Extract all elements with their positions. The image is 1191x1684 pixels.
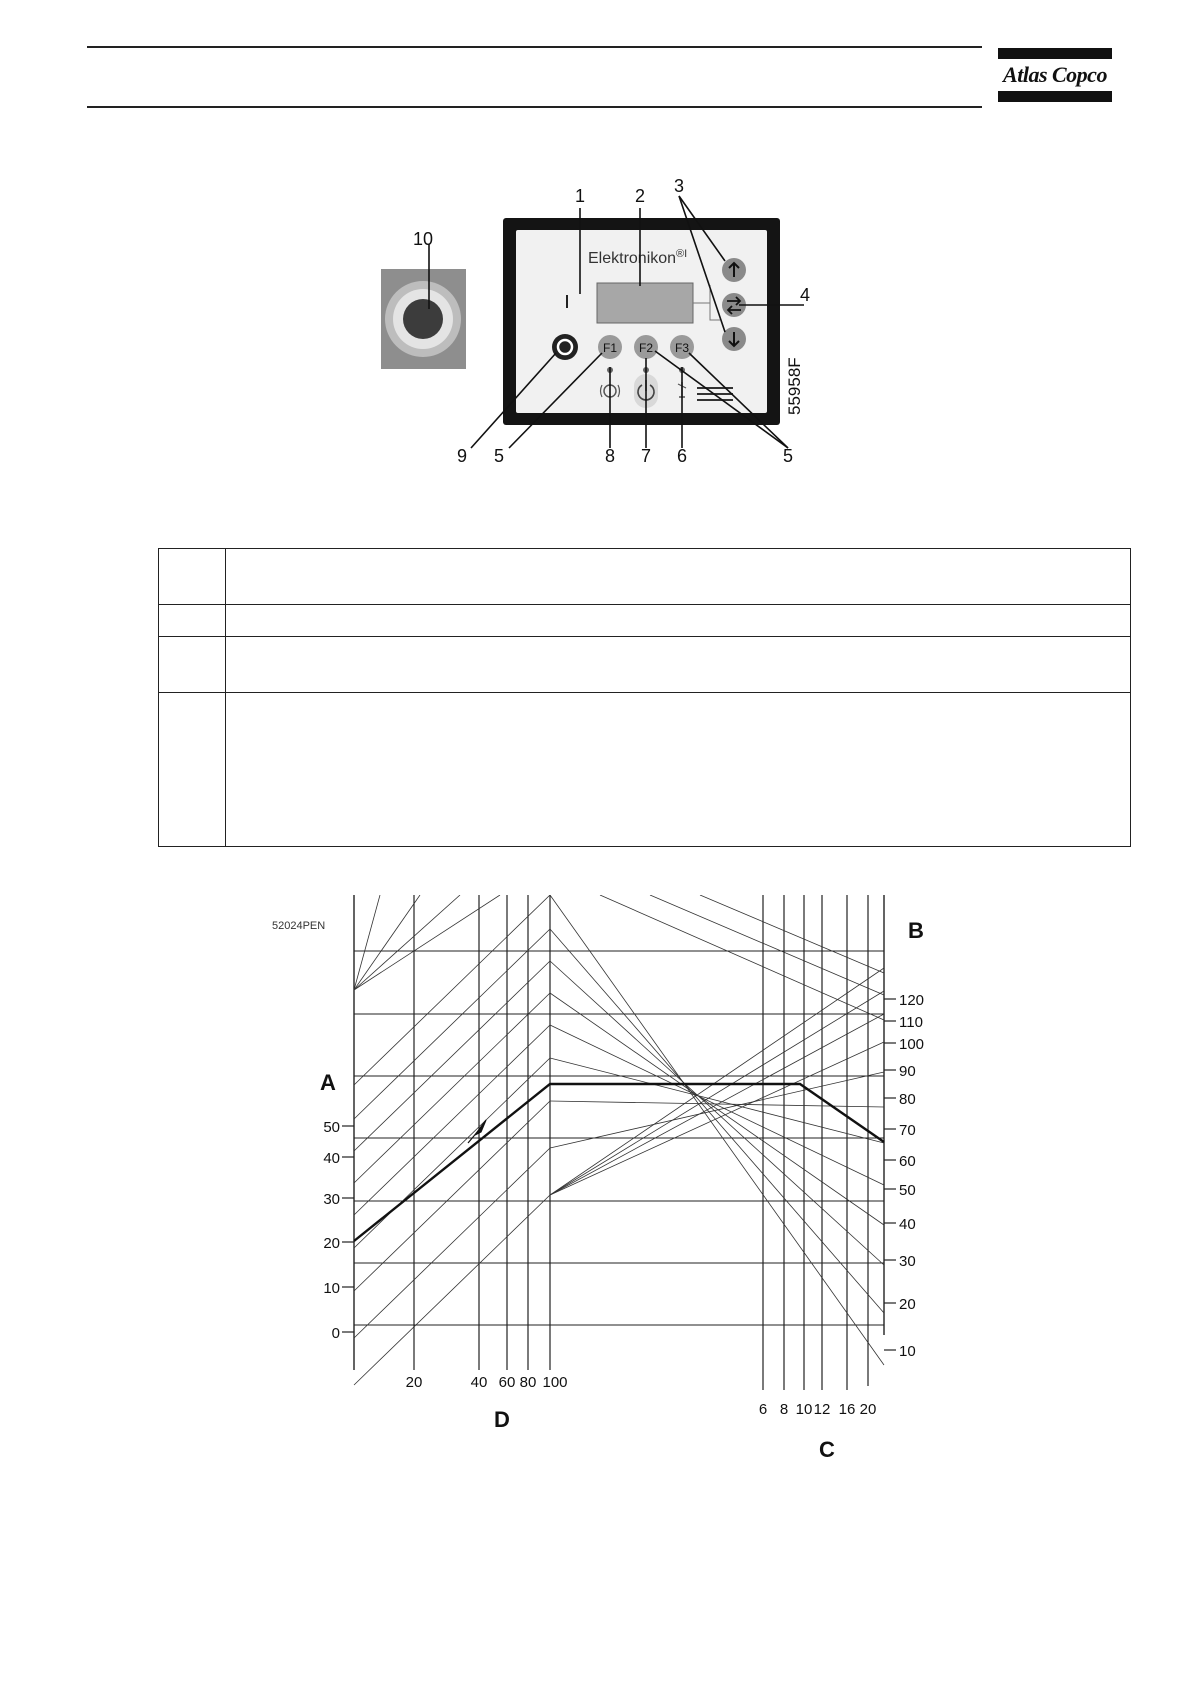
callout-5-right: 5 — [782, 446, 794, 466]
callout-8: 8 — [604, 446, 616, 466]
table-row — [159, 605, 1131, 637]
axis-b-tick-label: 10 — [899, 1343, 916, 1360]
axis-c-tick-label: 20 — [859, 1401, 877, 1418]
axis-b-tick-label: 40 — [899, 1216, 916, 1233]
axis-a-tick-label: 0 — [331, 1325, 340, 1342]
axis-letter-a: A — [320, 1070, 336, 1095]
auto-operation-led — [566, 295, 568, 308]
atlas-copco-logo: Atlas Copco — [998, 48, 1112, 102]
control-panel-figure — [370, 170, 810, 470]
figure-reference-code: 55958F — [785, 357, 804, 415]
axis-d-tick-label: 60 — [498, 1374, 516, 1391]
axis-letter-d: D — [494, 1407, 510, 1432]
nomogram-figure — [260, 895, 940, 1465]
emergency-stop-icon — [381, 269, 466, 369]
up-arrow-icon — [722, 258, 746, 282]
header-bottom-rule — [87, 106, 982, 108]
callout-10: 10 — [412, 229, 434, 249]
axis-c-tick-label: 16 — [838, 1401, 856, 1418]
table-row — [159, 637, 1131, 693]
table-cell-number — [159, 637, 226, 693]
axis-c-tick-label: 10 — [795, 1401, 813, 1418]
axis-d-tick-label: 100 — [542, 1374, 568, 1391]
table-cell-description — [226, 605, 1131, 637]
table-cell-number — [159, 605, 226, 637]
axis-b-tick-label: 100 — [899, 1036, 925, 1053]
axis-b-tick-label: 60 — [899, 1153, 916, 1170]
function-key-f2 — [634, 335, 658, 359]
table-cell-description — [226, 637, 1131, 693]
axis-b-tick-label: 110 — [899, 1014, 923, 1031]
callout-3: 3 — [673, 176, 685, 196]
callout-9: 9 — [456, 446, 468, 466]
axis-c-tick-label: 12 — [813, 1401, 831, 1418]
axis-a-tick-label: 30 — [323, 1191, 340, 1208]
axis-b-tick-label: 50 — [899, 1182, 916, 1199]
callout-6: 6 — [676, 446, 688, 466]
header-top-rule — [87, 46, 982, 48]
axis-a-tick-label: 20 — [323, 1235, 340, 1252]
axis-d-tick-label: 40 — [470, 1374, 488, 1391]
f1-label: F1 — [602, 341, 618, 355]
callout-5-left: 5 — [493, 446, 505, 466]
stop-button — [552, 334, 578, 360]
axis-letter-b: B — [908, 918, 924, 943]
axis-d-tick-label: 20 — [405, 1374, 423, 1391]
axis-b-tick-label: 120 — [899, 992, 925, 1009]
axis-b-tick-label: 90 — [899, 1063, 916, 1080]
axis-a-tick-label: 10 — [323, 1280, 340, 1297]
axis-b-tick-label: 80 — [899, 1091, 916, 1108]
table-cell-description — [226, 693, 1131, 847]
legend-table — [158, 548, 1131, 847]
function-key-f1 — [598, 335, 622, 359]
table-row — [159, 549, 1131, 605]
callout-1: 1 — [574, 186, 586, 206]
axis-c-tick-label: 6 — [758, 1401, 768, 1418]
callout-4: 4 — [799, 285, 810, 305]
axis-b-tick-label: 70 — [899, 1122, 916, 1139]
axis-a-tick-label: 40 — [323, 1150, 340, 1167]
table-row — [159, 693, 1131, 847]
down-arrow-icon — [722, 327, 746, 351]
axis-b-tick-label: 30 — [899, 1253, 916, 1270]
table-cell-number — [159, 693, 226, 847]
callout-7: 7 — [640, 446, 652, 466]
table-cell-description — [226, 549, 1131, 605]
display-screen — [597, 283, 693, 323]
display-brand: Elektronikon$^{®I}$ — [588, 248, 688, 267]
axis-b-tick-label: 20 — [899, 1296, 916, 1313]
nomogram-figure-code: 52024PEN — [272, 920, 326, 932]
f2-label: F2 — [638, 341, 654, 355]
controller-panel — [503, 218, 780, 425]
axis-letter-c: C — [819, 1437, 835, 1462]
axis-a-tick-label: 50 — [323, 1119, 340, 1136]
callout-2: 2 — [634, 186, 646, 206]
axis-c-tick-label: 8 — [779, 1401, 789, 1418]
table-cell-number — [159, 549, 226, 605]
axis-d-tick-label: 80 — [519, 1374, 537, 1391]
f3-label: F3 — [674, 341, 690, 355]
